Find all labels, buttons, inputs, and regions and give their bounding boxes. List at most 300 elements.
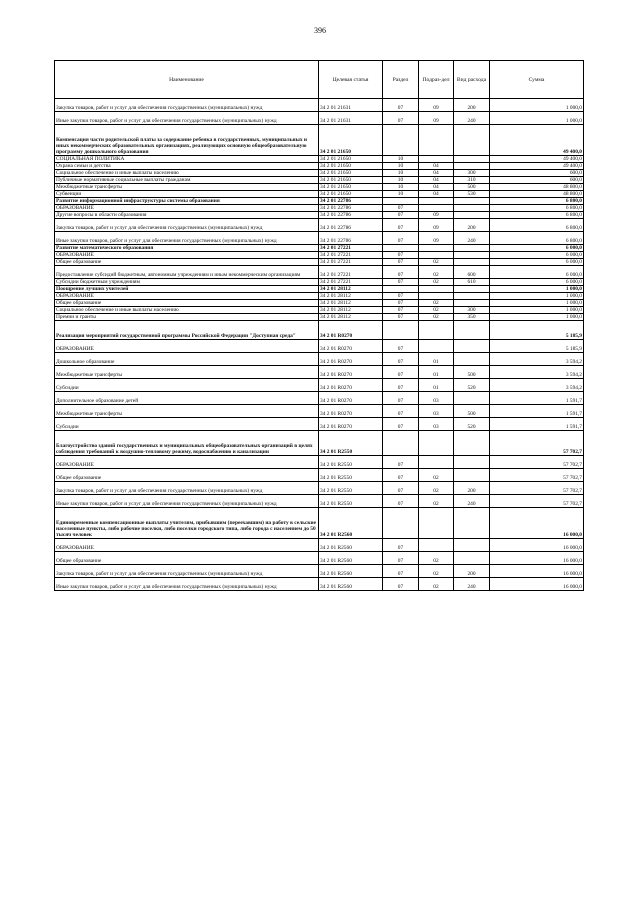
row-target-article: 34 2 01 21650	[319, 163, 383, 170]
row-expense-type: 350	[454, 314, 490, 321]
row-sum: 16 000,0	[490, 539, 584, 552]
row-section: 07	[383, 340, 419, 353]
row-target-article: 34 2 01 R2560	[319, 578, 383, 591]
row-sum: 16 000,0	[490, 508, 584, 539]
row-sum: 57 702,7	[490, 482, 584, 495]
row-target-article: 34 2 01 R2560	[319, 565, 383, 578]
row-name: Закупка товаров, работ и услуг для обеспечения государственных (муниципальных) нужд	[55, 482, 319, 495]
row-name: Общее образование	[55, 552, 319, 565]
row-subsection: 09	[419, 99, 454, 112]
row-section: 07	[383, 405, 419, 418]
row-sum: 600,0	[490, 170, 584, 177]
row-name: Благоустройство зданий государственных и муниципальных общеобразовательных организаций в целях соблюдения требований к воздушно-тепловому режиму, водоснабжению и канализации	[55, 431, 319, 456]
row-section: 07	[383, 307, 419, 314]
row-section: 07	[383, 112, 419, 125]
row-sum: 48 800,0	[490, 184, 584, 191]
row-sum: 6 000,0	[490, 279, 584, 286]
row-section: 07	[383, 469, 419, 482]
row-section	[383, 198, 419, 205]
table-row	[55, 170, 584, 177]
row-target-article: 34 2 01 27221	[319, 245, 383, 252]
row-name: Премии и гранты	[55, 314, 319, 321]
row-subsection: 01	[419, 366, 454, 379]
row-expense-type	[454, 156, 490, 163]
row-sum: 1 000,0	[490, 314, 584, 321]
row-name: Публичные нормативные социальные выплаты гражданам	[55, 177, 319, 184]
row-target-article: 34 2 01 21631	[319, 99, 383, 112]
table-row	[55, 286, 584, 293]
table-row	[55, 565, 584, 578]
row-expense-type: 520	[454, 418, 490, 431]
row-subsection: 02	[419, 279, 454, 286]
row-subsection: 04	[419, 191, 454, 198]
row-section	[383, 286, 419, 293]
table-row	[55, 379, 584, 392]
table-row	[55, 321, 584, 340]
row-sum: 6 800,0	[490, 212, 584, 219]
row-expense-type	[454, 353, 490, 366]
row-expense-type	[454, 431, 490, 456]
row-expense-type: 500	[454, 405, 490, 418]
row-name: Субвенции	[55, 191, 319, 198]
row-name: Дополнительное образование детей	[55, 392, 319, 405]
row-expense-type	[454, 252, 490, 259]
row-target-article: 34 2 01 21650	[319, 125, 383, 156]
row-subsection	[419, 431, 454, 456]
table-row	[55, 482, 584, 495]
table-row	[55, 508, 584, 539]
table-row	[55, 266, 584, 279]
row-subsection	[419, 156, 454, 163]
row-sum: 600,0	[490, 177, 584, 184]
row-section: 07	[383, 456, 419, 469]
row-expense-type	[454, 539, 490, 552]
row-expense-type	[454, 300, 490, 307]
row-target-article: 34 2 01 R0270	[319, 366, 383, 379]
table-row	[55, 405, 584, 418]
table-row	[55, 232, 584, 245]
row-target-article: 34 2 01 28112	[319, 307, 383, 314]
row-sum: 1 000,0	[490, 99, 584, 112]
header-section: Раздел	[383, 61, 419, 99]
row-subsection	[419, 340, 454, 353]
row-expense-type	[454, 198, 490, 205]
table-row	[55, 495, 584, 508]
row-sum: 1 000,0	[490, 300, 584, 307]
row-subsection	[419, 293, 454, 300]
row-target-article: 34 2 01 22786	[319, 232, 383, 245]
table-row	[55, 279, 584, 286]
table-row	[55, 205, 584, 212]
row-expense-type: 200	[454, 219, 490, 232]
row-section	[383, 125, 419, 156]
row-subsection	[419, 508, 454, 539]
row-name: Реализация мероприятий государственной программы Российской Федерации "Доступная среда"	[55, 321, 319, 340]
row-subsection: 02	[419, 578, 454, 591]
row-name: Субсидии	[55, 379, 319, 392]
row-section: 07	[383, 300, 419, 307]
row-subsection: 01	[419, 353, 454, 366]
row-sum: 5 185,9	[490, 340, 584, 353]
budget-table	[54, 60, 584, 591]
row-section: 07	[383, 279, 419, 286]
table-row	[55, 340, 584, 353]
row-sum: 49 400,0	[490, 156, 584, 163]
row-name: Развитие информационной инфраструктуры системы образования	[55, 198, 319, 205]
row-expense-type	[454, 508, 490, 539]
table-row	[55, 156, 584, 163]
row-subsection: 04	[419, 184, 454, 191]
row-target-article: 34 2 01 21650	[319, 184, 383, 191]
row-target-article: 34 2 01 R2550	[319, 431, 383, 456]
table-row	[55, 112, 584, 125]
row-sum: 6 000,0	[490, 259, 584, 266]
row-section: 07	[383, 565, 419, 578]
row-target-article: 34 2 01 21650	[319, 177, 383, 184]
row-subsection	[419, 539, 454, 552]
table-body	[55, 99, 584, 591]
row-subsection	[419, 198, 454, 205]
row-expense-type	[454, 125, 490, 156]
row-subsection: 04	[419, 170, 454, 177]
row-sum: 57 702,7	[490, 469, 584, 482]
header-target-article: Целевая статья	[319, 61, 383, 99]
row-target-article: 34 2 01 R2560	[319, 552, 383, 565]
header-subsection: Подраз-дел	[419, 61, 454, 99]
row-target-article: 34 2 01 R2560	[319, 508, 383, 539]
row-section	[383, 321, 419, 340]
row-name: ОБРАЗОВАНИЕ	[55, 205, 319, 212]
table-row	[55, 99, 584, 112]
table-row	[55, 177, 584, 184]
row-subsection: 04	[419, 177, 454, 184]
row-sum: 6 800,0	[490, 198, 584, 205]
row-subsection	[419, 252, 454, 259]
row-target-article: 34 2 01 27221	[319, 259, 383, 266]
row-sum: 1 591,7	[490, 418, 584, 431]
row-name: Предоставление субсидий бюджетным, автономным учреждениям и иным некоммерческим организациям	[55, 266, 319, 279]
row-expense-type: 200	[454, 565, 490, 578]
row-expense-type	[454, 469, 490, 482]
table-row	[55, 539, 584, 552]
header-sum: Сумма	[490, 61, 584, 99]
row-subsection: 09	[419, 212, 454, 219]
row-expense-type	[454, 286, 490, 293]
row-subsection	[419, 245, 454, 252]
row-name: ОБРАЗОВАНИЕ	[55, 539, 319, 552]
row-expense-type	[454, 163, 490, 170]
row-sum: 1 000,0	[490, 307, 584, 314]
row-section: 07	[383, 205, 419, 212]
row-name: Субсидии бюджетным учреждениям	[55, 279, 319, 286]
row-section: 10	[383, 156, 419, 163]
row-name: Иные закупки товаров, работ и услуг для обеспечения государственных (муниципальных) нужд	[55, 495, 319, 508]
row-sum: 57 702,7	[490, 495, 584, 508]
table-row	[55, 353, 584, 366]
row-subsection: 02	[419, 482, 454, 495]
row-name: Другие вопросы в области образования	[55, 212, 319, 219]
row-subsection: 09	[419, 232, 454, 245]
table-row	[55, 219, 584, 232]
row-section	[383, 431, 419, 456]
row-section	[383, 508, 419, 539]
row-target-article: 34 2 01 R0270	[319, 321, 383, 340]
row-expense-type	[454, 340, 490, 353]
row-target-article: 34 2 01 27221	[319, 266, 383, 279]
table-row	[55, 300, 584, 307]
row-section: 07	[383, 392, 419, 405]
table-row	[55, 431, 584, 456]
table-row	[55, 366, 584, 379]
row-sum: 49 400,0	[490, 163, 584, 170]
row-subsection: 02	[419, 307, 454, 314]
row-section: 10	[383, 177, 419, 184]
row-expense-type: 300	[454, 307, 490, 314]
table-row	[55, 578, 584, 591]
row-name: СОЦИАЛЬНАЯ ПОЛИТИКА	[55, 156, 319, 163]
row-sum: 6 800,0	[490, 205, 584, 212]
row-name: Иные закупки товаров, работ и услуг для обеспечения государственных (муниципальных) нужд	[55, 232, 319, 245]
row-section: 07	[383, 266, 419, 279]
row-target-article: 34 2 01 27221	[319, 279, 383, 286]
row-name: Иные закупки товаров, работ и услуг для обеспечения государственных (муниципальных) нужд	[55, 112, 319, 125]
row-name: Субсидии	[55, 418, 319, 431]
row-target-article: 34 2 01 21650	[319, 156, 383, 163]
header-expense-type: Вид расхода	[454, 61, 490, 99]
row-name: Закупка товаров, работ и услуг для обеспечения государственных (муниципальных) нужд	[55, 565, 319, 578]
row-expense-type: 600	[454, 266, 490, 279]
row-expense-type	[454, 212, 490, 219]
row-sum: 6 000,0	[490, 245, 584, 252]
row-target-article: 34 2 01 R2550	[319, 482, 383, 495]
row-expense-type: 240	[454, 112, 490, 125]
row-sum: 1 000,0	[490, 293, 584, 300]
table-row	[55, 552, 584, 565]
row-section: 10	[383, 163, 419, 170]
row-subsection	[419, 286, 454, 293]
row-section: 07	[383, 252, 419, 259]
row-section: 07	[383, 99, 419, 112]
row-section: 10	[383, 191, 419, 198]
table-row	[55, 252, 584, 259]
table-row	[55, 293, 584, 300]
row-subsection: 03	[419, 418, 454, 431]
row-subsection: 01	[419, 379, 454, 392]
row-section: 07	[383, 366, 419, 379]
row-subsection: 09	[419, 112, 454, 125]
row-expense-type: 500	[454, 366, 490, 379]
row-target-article: 34 2 01 R0270	[319, 340, 383, 353]
row-subsection	[419, 456, 454, 469]
row-subsection: 03	[419, 405, 454, 418]
header-name: Наименование	[55, 61, 319, 99]
page-number: 396	[314, 26, 326, 35]
row-expense-type: 200	[454, 482, 490, 495]
row-expense-type: 500	[454, 184, 490, 191]
row-target-article: 34 2 01 21631	[319, 112, 383, 125]
row-section: 07	[383, 353, 419, 366]
table-row	[55, 456, 584, 469]
row-expense-type: 240	[454, 578, 490, 591]
row-section: 07	[383, 293, 419, 300]
row-sum: 3 594,2	[490, 353, 584, 366]
row-target-article: 34 2 01 22786	[319, 212, 383, 219]
row-section: 07	[383, 578, 419, 591]
row-sum: 1 000,0	[490, 112, 584, 125]
row-name: Дошкольное образование	[55, 353, 319, 366]
row-expense-type	[454, 205, 490, 212]
row-subsection	[419, 125, 454, 156]
row-target-article: 34 2 01 R2550	[319, 456, 383, 469]
row-subsection: 02	[419, 469, 454, 482]
table-row	[55, 163, 584, 170]
row-target-article: 34 2 01 R2560	[319, 539, 383, 552]
row-target-article: 34 2 01 22786	[319, 219, 383, 232]
row-subsection	[419, 205, 454, 212]
row-expense-type: 300	[454, 170, 490, 177]
table-row	[55, 212, 584, 219]
row-subsection: 04	[419, 163, 454, 170]
row-name: Компенсация части родительской платы за содержание ребенка в государственных, муниципальных и иных некоммерческих образовательных организациях, реализующих основную общеобразовательную программу дошкольного образования	[55, 125, 319, 156]
row-sum: 6 800,0	[490, 219, 584, 232]
row-expense-type: 310	[454, 177, 490, 184]
row-section: 07	[383, 219, 419, 232]
row-subsection	[419, 321, 454, 340]
row-expense-type	[454, 392, 490, 405]
row-target-article: 34 2 01 R2550	[319, 495, 383, 508]
row-subsection: 03	[419, 392, 454, 405]
row-section: 07	[383, 482, 419, 495]
row-section: 07	[383, 259, 419, 266]
row-target-article: 34 2 01 21650	[319, 191, 383, 198]
row-subsection: 02	[419, 266, 454, 279]
row-name: Общее образование	[55, 300, 319, 307]
row-sum: 57 702,7	[490, 456, 584, 469]
table-row	[55, 184, 584, 191]
row-subsection: 02	[419, 259, 454, 266]
row-name: Социальное обеспечение и иные выплаты населению	[55, 170, 319, 177]
table-row	[55, 307, 584, 314]
row-sum: 16 000,0	[490, 565, 584, 578]
row-expense-type	[454, 321, 490, 340]
table-row	[55, 314, 584, 321]
table-row	[55, 198, 584, 205]
row-name: Межбюджетные трансферты	[55, 184, 319, 191]
row-subsection: 02	[419, 300, 454, 307]
row-expense-type: 530	[454, 191, 490, 198]
table-row	[55, 469, 584, 482]
row-name: Иные закупки товаров, работ и услуг для обеспечения государственных (муниципальных) нужд	[55, 578, 319, 591]
row-expense-type	[454, 245, 490, 252]
table-header-row	[55, 61, 584, 99]
row-expense-type	[454, 552, 490, 565]
row-name: Общее образование	[55, 469, 319, 482]
row-expense-type	[454, 259, 490, 266]
table-row	[55, 191, 584, 198]
row-target-article: 34 2 01 27221	[319, 252, 383, 259]
row-expense-type: 240	[454, 495, 490, 508]
row-name: Закупка товаров, работ и услуг для обеспечения государственных (муниципальных) нужд	[55, 219, 319, 232]
row-subsection: 02	[419, 314, 454, 321]
row-sum: 3 594,2	[490, 366, 584, 379]
row-sum: 6 000,0	[490, 252, 584, 259]
row-expense-type: 240	[454, 232, 490, 245]
row-name: ОБРАЗОВАНИЕ	[55, 293, 319, 300]
row-sum: 5 185,9	[490, 321, 584, 340]
row-sum: 1 000,0	[490, 286, 584, 293]
row-expense-type: 200	[454, 99, 490, 112]
row-subsection: 02	[419, 495, 454, 508]
table-row	[55, 245, 584, 252]
row-target-article: 34 2 01 28112	[319, 300, 383, 307]
row-target-article: 34 2 01 R0270	[319, 379, 383, 392]
row-subsection: 02	[419, 565, 454, 578]
row-section: 07	[383, 552, 419, 565]
row-target-article: 34 2 01 28112	[319, 286, 383, 293]
row-name: Единовременные компенсационные выплаты учителям, прибывшим (переехавшим) на работу в сельские населенные пункты, либо рабочие поселки, либо поселки городского типа, либо города с населением до 50 тысяч человек	[55, 508, 319, 539]
row-target-article: 34 2 01 R0270	[319, 392, 383, 405]
row-sum: 57 702,7	[490, 431, 584, 456]
row-target-article: 34 2 01 28112	[319, 293, 383, 300]
row-subsection: 02	[419, 552, 454, 565]
row-expense-type	[454, 293, 490, 300]
row-name: Социальное обеспечение и иные выплаты населению	[55, 307, 319, 314]
row-expense-type	[454, 456, 490, 469]
row-section: 07	[383, 539, 419, 552]
row-section: 07	[383, 418, 419, 431]
row-name: ОБРАЗОВАНИЕ	[55, 252, 319, 259]
row-target-article: 34 2 01 R0270	[319, 418, 383, 431]
row-expense-type: 520	[454, 379, 490, 392]
row-target-article: 34 2 01 R0270	[319, 353, 383, 366]
row-section: 07	[383, 495, 419, 508]
row-sum: 1 591,7	[490, 405, 584, 418]
row-sum: 6 800,0	[490, 232, 584, 245]
row-section: 07	[383, 232, 419, 245]
row-target-article: 34 2 01 R2550	[319, 469, 383, 482]
row-section: 10	[383, 170, 419, 177]
row-section: 07	[383, 379, 419, 392]
row-name: Межбюджетные трансферты	[55, 366, 319, 379]
row-section	[383, 245, 419, 252]
row-sum: 16 000,0	[490, 578, 584, 591]
row-sum: 6 000,0	[490, 266, 584, 279]
row-name: ОБРАЗОВАНИЕ	[55, 340, 319, 353]
table-row	[55, 125, 584, 156]
row-target-article: 34 2 01 22786	[319, 198, 383, 205]
row-section: 07	[383, 212, 419, 219]
row-name: Закупка товаров, работ и услуг для обеспечения государственных (муниципальных) нужд	[55, 99, 319, 112]
row-target-article: 34 2 01 21650	[319, 170, 383, 177]
row-expense-type: 610	[454, 279, 490, 286]
row-target-article: 34 2 01 28112	[319, 314, 383, 321]
table-row	[55, 259, 584, 266]
row-section: 07	[383, 314, 419, 321]
row-section: 10	[383, 184, 419, 191]
row-subsection: 09	[419, 219, 454, 232]
row-target-article: 34 2 01 22786	[319, 205, 383, 212]
table-row	[55, 392, 584, 405]
row-name: Межбюджетные трансферты	[55, 405, 319, 418]
row-name: Охрана семьи и детства	[55, 163, 319, 170]
table-row	[55, 418, 584, 431]
row-target-article: 34 2 01 R0270	[319, 405, 383, 418]
row-sum: 16 000,0	[490, 552, 584, 565]
row-sum: 3 594,2	[490, 379, 584, 392]
row-name: ОБРАЗОВАНИЕ	[55, 456, 319, 469]
row-name: Поощрение лучших учителей	[55, 286, 319, 293]
row-name: Развитие математического образования	[55, 245, 319, 252]
